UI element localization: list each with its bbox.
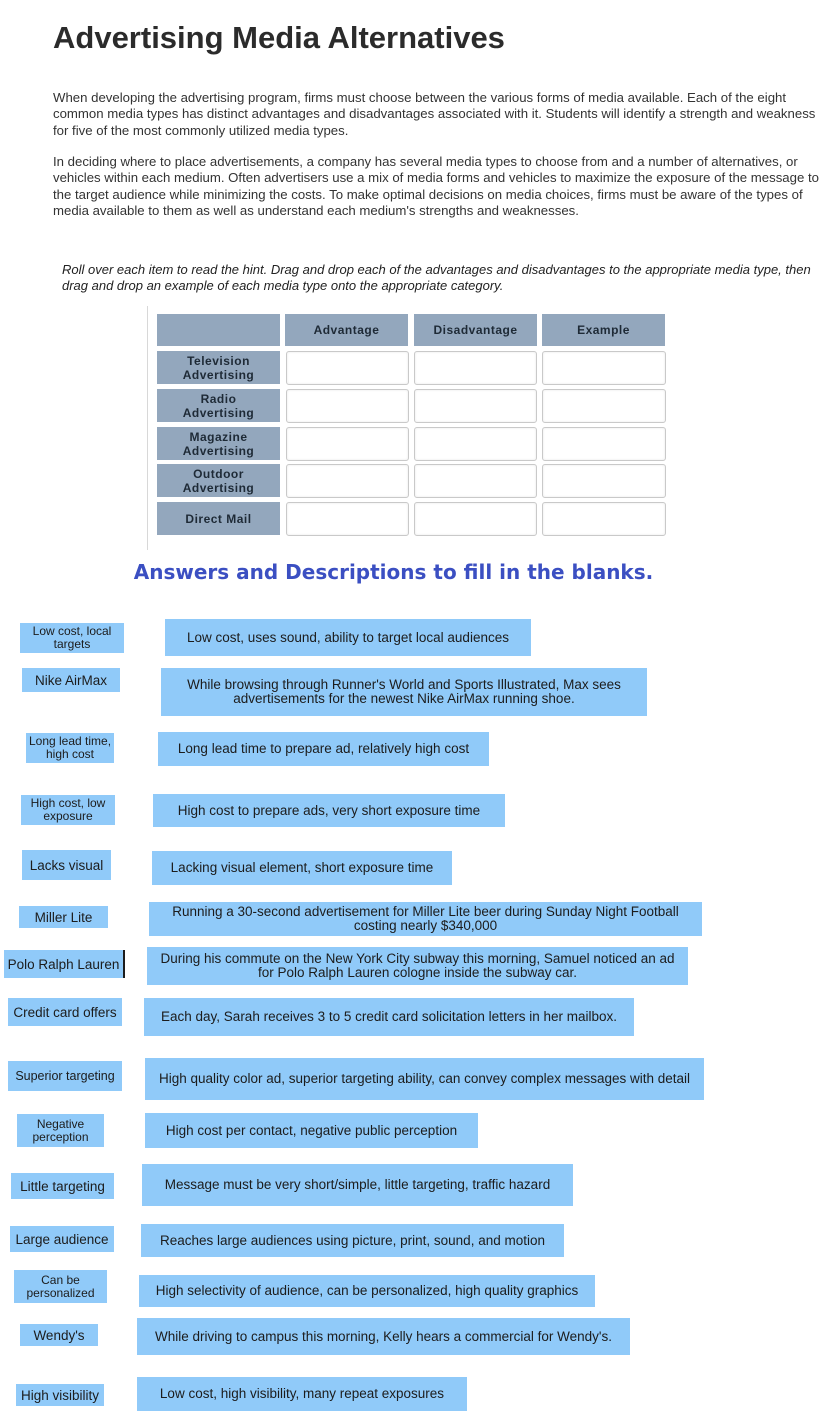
answer-description[interactable]: Low cost, uses sound, ability to target local audiences: [165, 619, 531, 656]
drop-television-example[interactable]: [542, 351, 666, 385]
answer-tile-short[interactable]: Low cost, local targets: [20, 623, 124, 653]
answer-tile-short[interactable]: Little targeting: [11, 1173, 114, 1199]
answer-description[interactable]: While browsing through Runner's World and Sports Illustrated, Max sees advertisements for the newest Nike AirMax running shoe.: [161, 668, 647, 716]
answer-description[interactable]: Running a 30-second advertisement for Miller Lite beer during Sunday Night Football costing nearly $340,000: [149, 902, 702, 936]
answer-tile-short[interactable]: High visibility: [16, 1384, 104, 1406]
header-advantage: Advantage: [285, 314, 408, 346]
answer-description[interactable]: During his commute on the New York City subway this morning, Samuel noticed an ad for Polo Ralph Lauren cologne inside the subway car.: [147, 947, 688, 985]
drop-magazine-advantage[interactable]: [286, 427, 409, 461]
answer-tile-short[interactable]: Credit card offers: [8, 998, 122, 1026]
header-disadvantage: Disadvantage: [414, 314, 537, 346]
intro-paragraph-2: In deciding where to place advertisements, a company has several media types to choose from and a number of alternatives, or vehicles within each medium. Often advertisers use a mix of media forms and vehicles to maximize the exposure of the message to the target audience while minimizing the costs. To make optimal decisions on media choices, firms must be aware of the types of media available to them as well as understand each medium's strengths and weaknesses.: [53, 154, 819, 218]
drop-television-advantage[interactable]: [286, 351, 409, 385]
answers-heading: Answers and Descriptions to fill in the blanks.: [133, 560, 654, 584]
answer-description[interactable]: High cost to prepare ads, very short exposure time: [153, 794, 505, 827]
answer-tile-short[interactable]: Large audience: [10, 1226, 114, 1252]
drop-direct-mail-example[interactable]: [542, 502, 666, 536]
answer-tile-short[interactable]: Miller Lite: [19, 906, 108, 928]
answer-description[interactable]: High selectivity of audience, can be personalized, high quality graphics: [139, 1275, 595, 1307]
drop-direct-mail-disadvantage[interactable]: [414, 502, 537, 536]
answer-tile-short[interactable]: Negative perception: [17, 1114, 104, 1147]
activity-instructions: Roll over each item to read the hint. Drag and drop each of the advantages and disadvantages to the appropriate media type, then drag and drop an example of each media type onto the appropriate category.: [62, 262, 811, 293]
answer-description[interactable]: Message must be very short/simple, little targeting, traffic hazard: [142, 1164, 573, 1206]
answer-description[interactable]: Lacking visual element, short exposure time: [152, 851, 452, 885]
drop-radio-example[interactable]: [542, 389, 666, 423]
header-example: Example: [542, 314, 665, 346]
answer-tile-short[interactable]: High cost, low exposure: [21, 795, 115, 825]
intro-paragraph-1: When developing the advertising program, firms must choose between the various forms of media available. Each of the eight common media types has distinct advantages and disadvantages associated with it. Students will identify a strength and weakness for five of the most commonly utilized media types.: [53, 90, 816, 138]
answer-tile-short[interactable]: Long lead time, high cost: [26, 733, 114, 763]
row-label-television: Television Advertising: [157, 351, 280, 384]
answer-description[interactable]: Low cost, high visibility, many repeat exposures: [137, 1377, 467, 1411]
answer-description[interactable]: High quality color ad, superior targeting ability, can convey complex messages with detail: [145, 1058, 704, 1100]
drop-direct-mail-advantage[interactable]: [286, 502, 409, 536]
page-title: Advertising Media Alternatives: [53, 20, 505, 55]
drop-outdoor-example[interactable]: [542, 464, 666, 498]
answer-tile-short[interactable]: Lacks visual: [22, 850, 111, 880]
drop-outdoor-advantage[interactable]: [286, 464, 409, 498]
drop-magazine-disadvantage[interactable]: [414, 427, 537, 461]
answer-description[interactable]: High cost per contact, negative public perception: [145, 1113, 478, 1148]
answer-description[interactable]: Each day, Sarah receives 3 to 5 credit card solicitation letters in her mailbox.: [144, 998, 634, 1036]
row-label-direct-mail: Direct Mail: [157, 502, 280, 535]
drop-outdoor-disadvantage[interactable]: [414, 464, 537, 498]
answer-tile-short[interactable]: Wendy's: [20, 1324, 98, 1346]
drop-television-disadvantage[interactable]: [414, 351, 537, 385]
drop-radio-advantage[interactable]: [286, 389, 409, 423]
row-label-outdoor: Outdoor Advertising: [157, 464, 280, 497]
row-label-radio: Radio Advertising: [157, 389, 280, 422]
answer-tile-short[interactable]: Can be personalized: [14, 1270, 107, 1303]
drag-drop-table: [147, 306, 674, 550]
drop-magazine-example[interactable]: [542, 427, 666, 461]
answer-tile-short[interactable]: Polo Ralph Lauren: [4, 950, 125, 978]
answer-tile-short[interactable]: Nike AirMax: [22, 668, 120, 692]
answer-description[interactable]: While driving to campus this morning, Kelly hears a commercial for Wendy's.: [137, 1318, 630, 1355]
table-corner-cell: [157, 314, 280, 346]
answer-description[interactable]: Long lead time to prepare ad, relatively high cost: [158, 732, 489, 766]
drop-radio-disadvantage[interactable]: [414, 389, 537, 423]
row-label-magazine: Magazine Advertising: [157, 427, 280, 460]
answer-description[interactable]: Reaches large audiences using picture, print, sound, and motion: [141, 1224, 564, 1257]
answer-tile-short[interactable]: Superior targeting: [8, 1061, 122, 1091]
